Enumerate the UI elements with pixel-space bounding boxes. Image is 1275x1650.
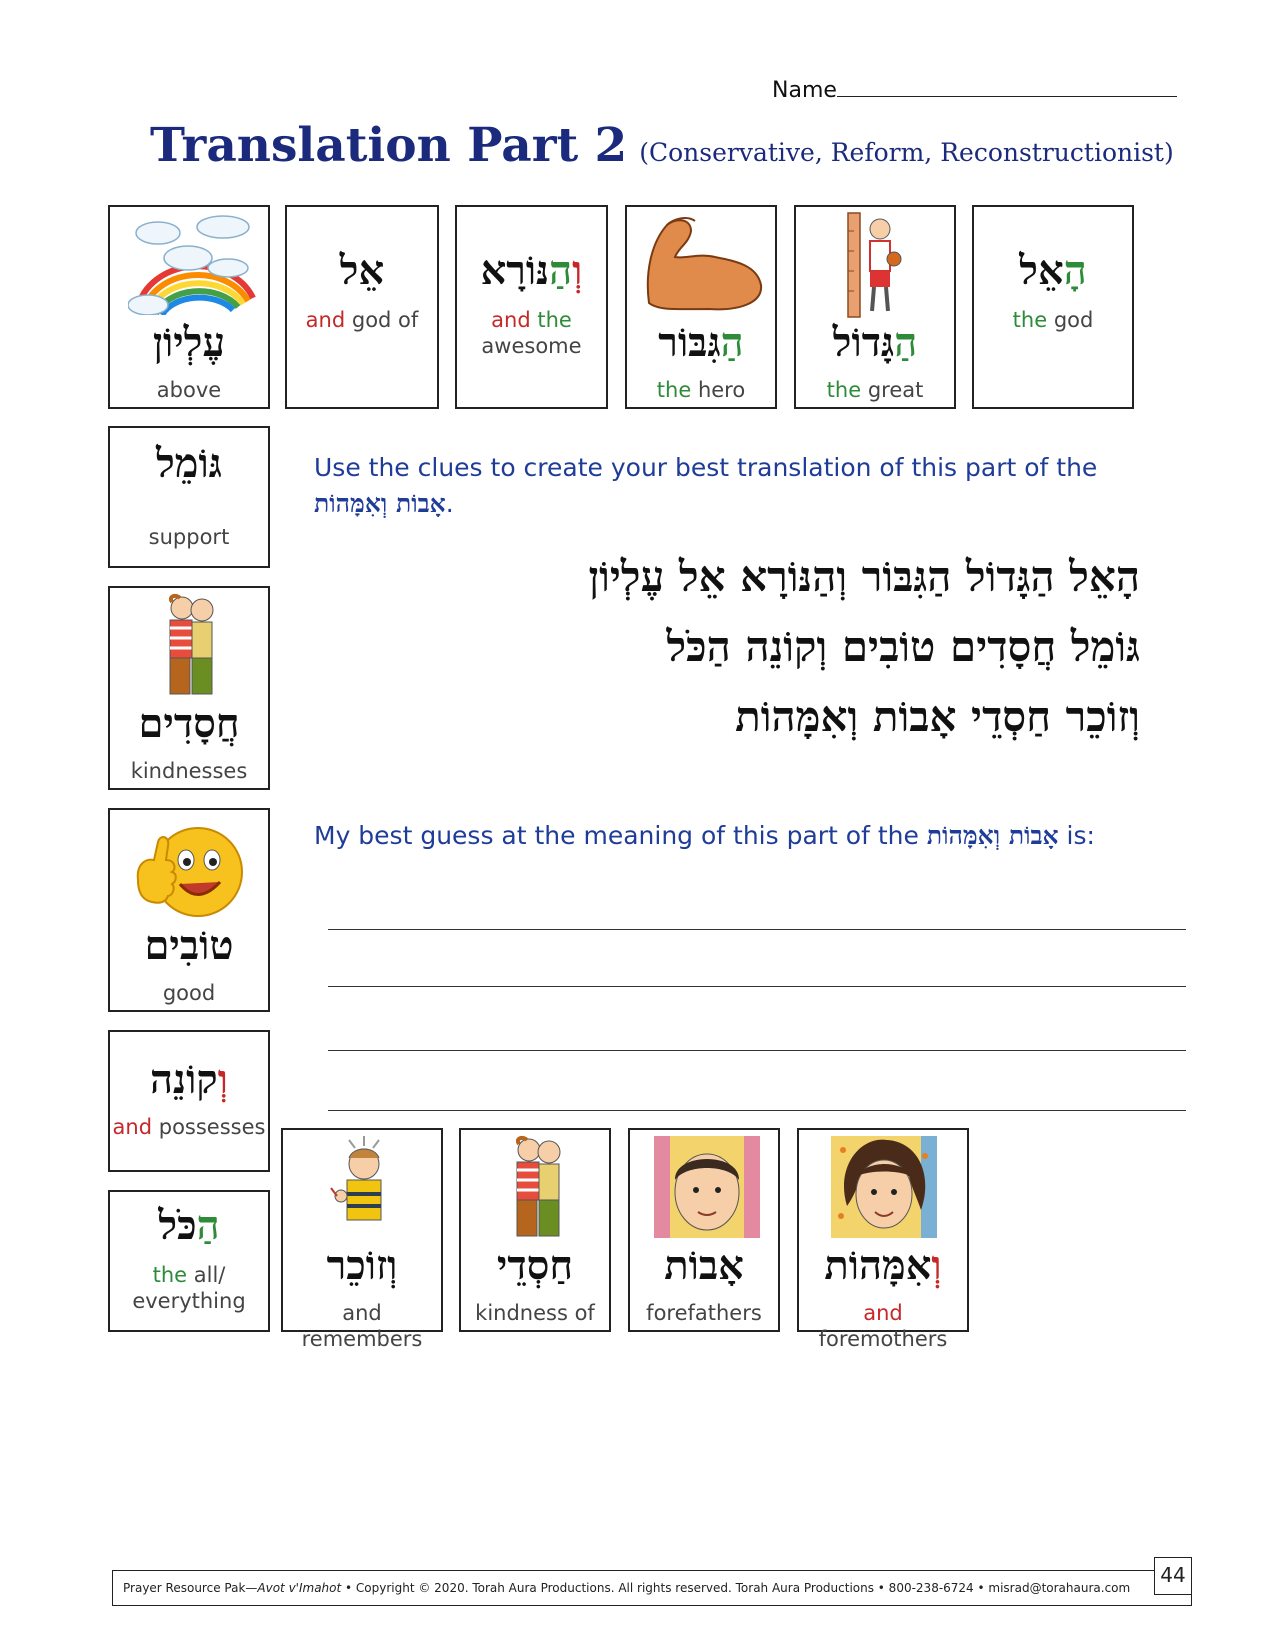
kids-hugging-image: [493, 1134, 583, 1240]
answer-line-1[interactable]: [328, 929, 1186, 930]
answer-line-3[interactable]: [328, 1050, 1186, 1051]
card-hael: [972, 205, 1134, 409]
english-translation: forefathers: [646, 1301, 762, 1325]
boy-remembering-image: [327, 1134, 401, 1238]
title-sub: (Conservative, Reform, Reconstructionist): [639, 138, 1174, 167]
english-translation: and remembers: [301, 1301, 423, 1351]
english-translation: the god: [1012, 308, 1094, 332]
card-vekoneh: [108, 1030, 270, 1172]
page-number: 44: [1154, 1557, 1192, 1595]
english-translation: the all/ everything: [132, 1263, 246, 1313]
hebrew-word: אָבוֹת: [664, 1242, 744, 1289]
instruction-text: Use the clues to create your best translation of this part of the אָבוֹת וְאִמָּהוֹת.: [314, 453, 1098, 518]
forefather-face-image: [654, 1136, 760, 1238]
card-hagibor: [625, 205, 777, 409]
footer: Prayer Resource Pak—Avot v'Imahot • Copyright © 2020. Torah Aura Productions. All rights reserved. Torah Aura Productions • 800-238-6724 • misrad@torahaura.com 44: [112, 1570, 1192, 1606]
card-elyon: [108, 205, 270, 409]
hebrew-word: חַסְדֵי: [496, 1242, 574, 1289]
english-translation: good: [162, 981, 216, 1005]
prayer-line-3: וְזוֹכֵר חַסְדֵי אָבוֹת וְאִמָּהוֹת: [735, 692, 1140, 741]
instruction-hebrew: אָבוֹת וְאִמָּהוֹת: [314, 489, 446, 518]
thumbs-up-smiley-icon: [132, 820, 248, 920]
english-translation: kindness of: [475, 1301, 595, 1325]
hebrew-word: וְקוֹנֵה: [150, 1056, 228, 1103]
foremother-face-image: [831, 1136, 937, 1238]
kids-hugging-image: [146, 592, 236, 698]
card-gomel: [108, 426, 270, 568]
card-hagadol: [794, 205, 956, 409]
hebrew-word: וְזוֹכֵר: [326, 1242, 398, 1289]
card-chasdei: [459, 1128, 611, 1332]
title-main: Translation Part 2: [150, 118, 628, 173]
page-title: [150, 118, 1174, 173]
english-translation: above: [156, 378, 222, 402]
card-chasadim: [108, 586, 270, 790]
card-vezocher: [281, 1128, 443, 1351]
english-translation: support: [148, 525, 230, 549]
english-translation: kindnesses: [130, 759, 248, 783]
name-field[interactable]: [772, 76, 1177, 103]
prayer-line-1: הָאֵל הַגָּדוֹל הַגִּבּוֹר וְהַנּוֹרָא אֵל עֶלְיוֹן: [588, 552, 1140, 601]
card-veimahot: [797, 1128, 969, 1351]
english-translation: and god of: [305, 308, 419, 332]
hebrew-word: גּוֹמֵל: [156, 440, 222, 487]
hebrew-word: וְהַנּוֹרָא: [480, 247, 583, 294]
prayer-line-2: גּוֹמֵל חֲסָדִים טוֹבִים וְקוֹנֵה הַכֹּל: [666, 622, 1140, 671]
hebrew-word: וְאִמָּהוֹת: [824, 1242, 942, 1289]
english-translation: and the awesome: [481, 308, 582, 358]
answer-line-2[interactable]: [328, 986, 1186, 987]
card-hakol: [108, 1190, 270, 1332]
english-translation: and foremothers: [818, 1301, 948, 1351]
muscle-arm-image: [639, 213, 767, 313]
hebrew-word: עֶלְיוֹן: [152, 319, 226, 366]
hebrew-word: הַכֹּל: [158, 1202, 220, 1249]
hebrew-word: חֲסָדִים: [138, 700, 240, 747]
card-tovim: [108, 808, 270, 1012]
english-translation: and possesses: [112, 1115, 266, 1139]
hebrew-word: הַגָּדוֹל: [832, 319, 918, 366]
card-vehanora: [455, 205, 608, 409]
rainbow-clouds-image: [128, 213, 256, 315]
hebrew-word: אֵל: [339, 247, 385, 294]
card-avot: [628, 1128, 780, 1332]
hebrew-word: טוֹבִים: [144, 922, 234, 969]
answer-line-4[interactable]: [328, 1110, 1186, 1111]
card-el: [285, 205, 439, 409]
guess-prompt: My best guess at the meaning of this part of the אָבוֹת וְאִמָּהוֹת is:: [314, 821, 1095, 850]
english-translation: the great: [826, 378, 924, 402]
english-translation: the hero: [656, 378, 746, 402]
tall-kid-measuring-image: [840, 211, 910, 319]
name-label: Name: [772, 78, 837, 103]
hebrew-word: הַגִּבּוֹר: [658, 319, 744, 366]
name-blank-line[interactable]: [837, 76, 1177, 97]
hebrew-word: הָאֵל: [1019, 247, 1087, 294]
